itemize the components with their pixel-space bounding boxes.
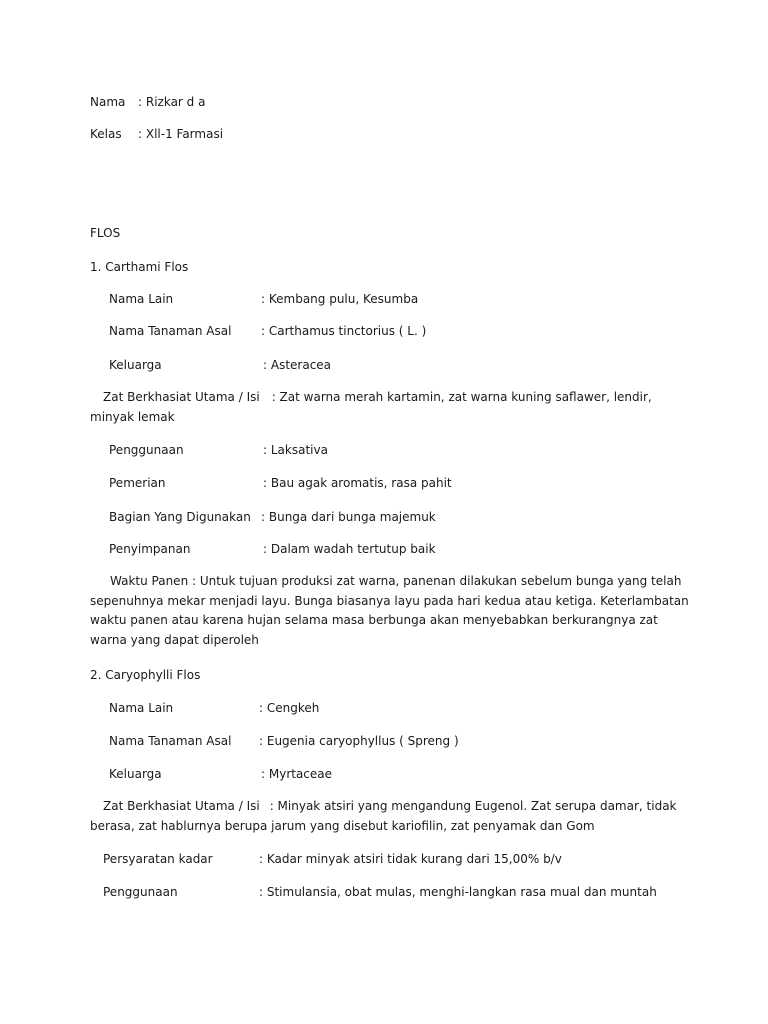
section-title: FLOS bbox=[90, 226, 121, 240]
field-value: : Myrtaceae bbox=[261, 767, 333, 781]
field-label: Nama Tanaman Asal bbox=[109, 734, 232, 748]
nama-label: Nama bbox=[90, 95, 126, 109]
field-value: : Dalam wadah tertutup baik bbox=[263, 542, 436, 556]
field-wrapped bbox=[90, 797, 690, 836]
field-value: : Bau agak aromatis, rasa pahit bbox=[263, 476, 452, 490]
field-value: : Kadar minyak atsiri tidak kurang dari 15,00% b/v bbox=[259, 852, 562, 866]
field-label: Penyimpanan bbox=[109, 542, 191, 556]
field-label: Persyaratan kadar bbox=[103, 852, 213, 866]
field-value: : Laksativa bbox=[263, 443, 328, 457]
nama-value: : Rizkar d a bbox=[138, 95, 206, 109]
field-value: : Asteracea bbox=[263, 358, 332, 372]
field-label: Penggunaan bbox=[109, 443, 184, 457]
field-label: Pemerian bbox=[109, 476, 166, 490]
field-value: : Cengkeh bbox=[259, 701, 320, 715]
kelas-value: : Xll-1 Farmasi bbox=[138, 127, 224, 141]
field-value: : Carthamus tinctorius ( L. ) bbox=[261, 324, 427, 338]
field-label: Nama Tanaman Asal bbox=[109, 324, 232, 338]
field-value: : Bunga dari bunga majemuk bbox=[261, 510, 436, 524]
item-heading: 1. Carthami Flos bbox=[90, 260, 189, 274]
field-label: Nama Lain bbox=[109, 292, 174, 306]
field-label: Penggunaan bbox=[103, 885, 178, 899]
field-value: : Zat warna merah kartamin, zat warna kuning saflawer, lendir, minyak lemak bbox=[90, 390, 652, 424]
field-value: : Kembang pulu, Kesumba bbox=[261, 292, 419, 306]
field-value: : Minyak atsiri yang mengandung Eugenol. Zat serupa damar, tidak berasa, zat hablurnya berupa jarum yang disebut kariofilin, zat penyamak dan Gom bbox=[90, 799, 677, 833]
field-value: : Eugenia caryophyllus ( Spreng ) bbox=[259, 734, 459, 748]
paragraph-text: Waktu Panen : Untuk tujuan produksi zat warna, panenan dilakukan sebelum bunga yang telah sepenuhnya mekar menjadi layu. Bunga biasanya layu pada hari kedua atau ketiga. Keterlambatan waktu panen atau karena hujan selama masa berbunga akan menyebabkan berkurangnya zat warna yang dapat diperoleh bbox=[90, 574, 689, 647]
item-heading: 2. Caryophylli Flos bbox=[90, 668, 201, 682]
field-label: Keluarga bbox=[109, 767, 162, 781]
field-label: Keluarga bbox=[109, 358, 162, 372]
kelas-label: Kelas bbox=[90, 127, 122, 141]
paragraph-waktu-panen bbox=[90, 572, 690, 650]
field-wrapped bbox=[90, 388, 690, 427]
field-label: Zat Berkhasiat Utama / Isi bbox=[103, 390, 260, 404]
field-label: Nama Lain bbox=[109, 701, 174, 715]
field-label: Zat Berkhasiat Utama / Isi bbox=[103, 799, 260, 813]
field-value: : Stimulansia, obat mulas, menghi-langkan rasa mual dan muntah bbox=[259, 885, 657, 899]
field-label: Bagian Yang Digunakan bbox=[109, 510, 251, 524]
